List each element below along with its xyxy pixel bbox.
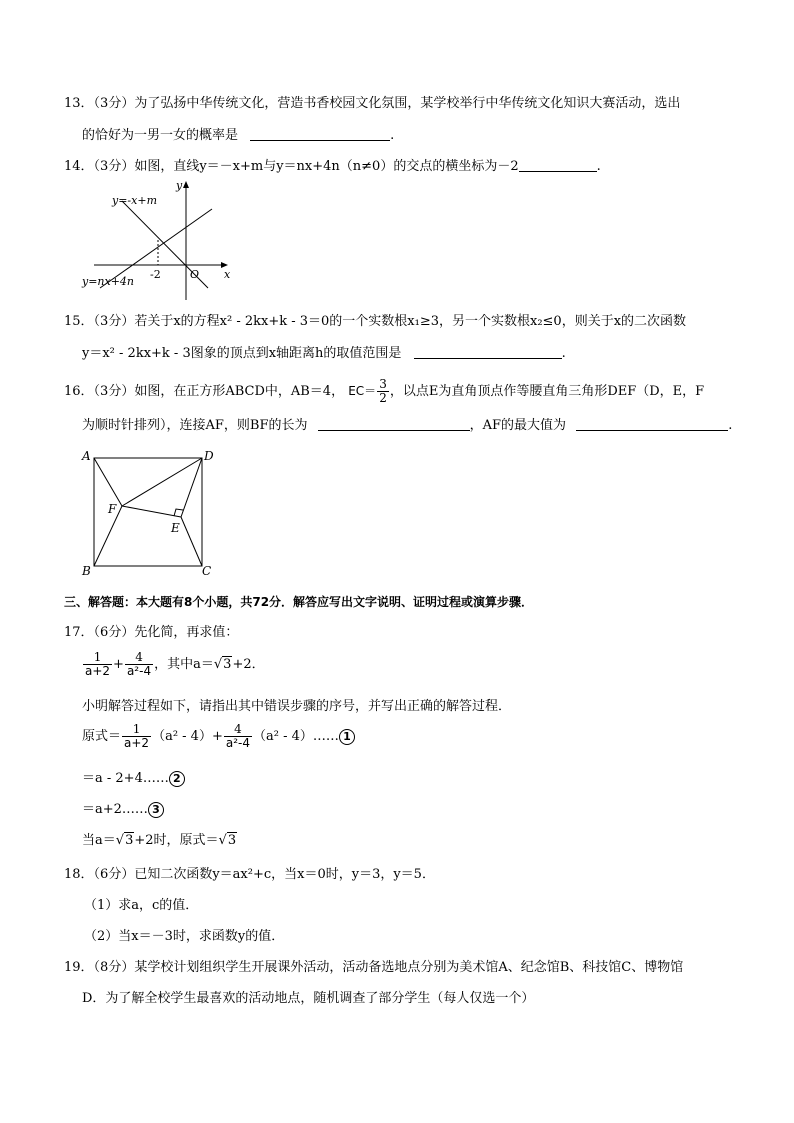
q17-plus: + <box>113 657 124 672</box>
q17-step4-a: 当a＝ <box>82 833 116 848</box>
q16-answer-blank-af[interactable] <box>576 416 728 431</box>
q16-period: . <box>728 418 733 433</box>
q17-frac1 <box>83 651 112 678</box>
q17-step4 <box>82 832 237 850</box>
step-marker-3: 3 <box>148 802 164 818</box>
q18-part2: （2）当x＝－3时，求函数y的值． <box>84 929 285 944</box>
q17-frac1-den: a+2 <box>85 664 111 678</box>
q14-y-arrow <box>183 181 189 188</box>
label-c: C <box>202 564 212 578</box>
label-e: E <box>171 521 180 535</box>
q17-frac2-den: a²-4 <box>126 664 152 678</box>
q19-line2: D．为了解全校学生最喜欢的活动地点，随机调查了部分学生（每人仅选一个） <box>82 991 535 1006</box>
q17-frac2 <box>125 651 153 678</box>
q17-step4-radicand2: 3 <box>227 833 237 848</box>
q17-step4-sqrt2: √3 <box>218 833 237 848</box>
q17-step1-frac1-den: a+2 <box>124 736 150 750</box>
q14-answer-blank[interactable] <box>519 157 597 172</box>
q14-period: . <box>596 159 601 174</box>
q17-step3-text: ＝a+2…… <box>82 802 148 817</box>
q17-expression <box>82 650 265 680</box>
q14-x-label: x <box>224 268 231 281</box>
q16-text-b: ，以点E为直角顶点作等腰直角三角形DEF（D，E，F <box>389 384 705 399</box>
q17-sqrt: √3 <box>213 657 232 672</box>
q14-origin-label: O <box>190 268 200 281</box>
q17-step1 <box>82 722 355 752</box>
q14-tick-label: -2 <box>150 268 161 281</box>
q15-answer-blank[interactable] <box>414 344 562 359</box>
q17-note: 小明解答过程如下，请指出其中错误步骤的序号，并写出正确的解答过程． <box>82 699 512 714</box>
segment-af <box>94 458 122 506</box>
q17-sqrt-radicand: 3 <box>223 657 232 672</box>
segment-df <box>122 458 202 506</box>
q16-text-d: ，AF的最大值为 <box>469 418 567 433</box>
step-marker-1: 1 <box>339 729 355 745</box>
q13-text: 的恰好为一男一女的概率是 <box>82 128 239 143</box>
label-b: B <box>82 564 91 578</box>
q14-line <box>64 157 601 176</box>
q17-frac2-num: 4 <box>125 651 153 665</box>
q17-condition: ，其中a＝ <box>154 657 214 672</box>
q17-step2 <box>82 770 185 788</box>
q17-step1-frac2 <box>224 723 252 750</box>
segment-ec <box>181 517 202 566</box>
q16-answer-blank-bf[interactable] <box>318 416 470 431</box>
q18-part1: （1）求a，c的值． <box>84 898 199 913</box>
q13-answer-blank[interactable] <box>250 126 390 141</box>
q17-step4-b: +2时，原式＝ <box>134 833 219 848</box>
q17-step1-a: 原式＝ <box>82 729 122 744</box>
q17-step3 <box>82 801 164 819</box>
q16-text-c: 为顺时针排列），连接AF，则BF的长为 <box>82 418 308 433</box>
q16-text-a: 16．（3分）如图，在正方形ABCD中，AB＝4， <box>64 384 345 399</box>
label-f: F <box>108 502 117 516</box>
q14-y-label: y <box>176 179 183 192</box>
q16-line1 <box>64 378 704 405</box>
q14-label-minus-x: y=-x+m <box>112 194 157 207</box>
q17-step1-frac1-num: 1 <box>122 723 151 737</box>
q13-line2 <box>82 126 394 145</box>
q14-text: 14．（3分）如图，直线y＝－x+m与y＝nx+4n（n≠0）的交点的横坐标为－2 <box>64 159 519 174</box>
q16-fraction <box>377 378 389 405</box>
q16-frac-num: 3 <box>379 377 387 391</box>
q17-condition-end: +2． <box>232 657 265 672</box>
q17-step4-radicand1: 3 <box>125 833 134 848</box>
q17-step1-frac1 <box>122 723 151 750</box>
q17-frac1-num: 1 <box>83 651 112 665</box>
q14-figure <box>80 176 240 306</box>
q17-title: 17．（6分）先化简，再求值： <box>64 625 239 640</box>
q16-ec: EC＝ <box>348 384 377 398</box>
q17-step1-frac2-num: 4 <box>224 723 252 737</box>
q17-step1-c: （a² - 4）…… <box>253 729 339 744</box>
section-3-heading: 三、解答题：本大题有8个小题，共72分．解答应写出文字说明、证明过程或演算步骤． <box>64 595 534 609</box>
q17-step1-b: （a² - 4）+ <box>152 729 223 744</box>
q14-label-nx: y=nx+4n <box>82 275 135 288</box>
q17-step4-sqrt1: √3 <box>115 833 134 848</box>
label-d: D <box>204 449 214 463</box>
q16-figure <box>78 446 223 580</box>
q13-period: . <box>390 128 395 143</box>
q18-line1: 18．（6分）已知二次函数y＝ax²+c，当x＝0时，y＝3，y＝5． <box>64 867 435 882</box>
q15-text: y＝x² - 2kx+k - 3图象的顶点到x轴距离h的取值范围是 <box>82 346 402 361</box>
label-a: A <box>82 449 91 463</box>
q15-period: . <box>561 346 566 361</box>
segment-de <box>181 458 202 517</box>
q15-line2 <box>82 344 566 363</box>
q15-line1: 15．（3分）若关于x的方程x² - 2kx+k - 3＝0的一个实数根x₁≥3，另一个实数根x₂≤0，则关于x的二次函数 <box>64 314 687 329</box>
q16-frac-den: 2 <box>379 391 387 405</box>
segment-fe <box>122 506 181 517</box>
q19-line1: 19．（8分）某学校计划组织学生开展课外活动，活动备选地点分别为美术馆A、纪念馆B、科技馆C、博物馆 <box>64 960 684 975</box>
q16-line2 <box>82 416 732 435</box>
step-marker-2: 2 <box>169 771 185 787</box>
q17-step1-frac2-den: a²-4 <box>225 736 250 750</box>
q13-line1: 13．（3分）为了弘扬中华传统文化，营造书香校园文化氛围，某学校举行中华传统文化知识大赛活动，选出 <box>64 96 681 111</box>
q17-step2-text: ＝a - 2+4…… <box>82 771 169 786</box>
